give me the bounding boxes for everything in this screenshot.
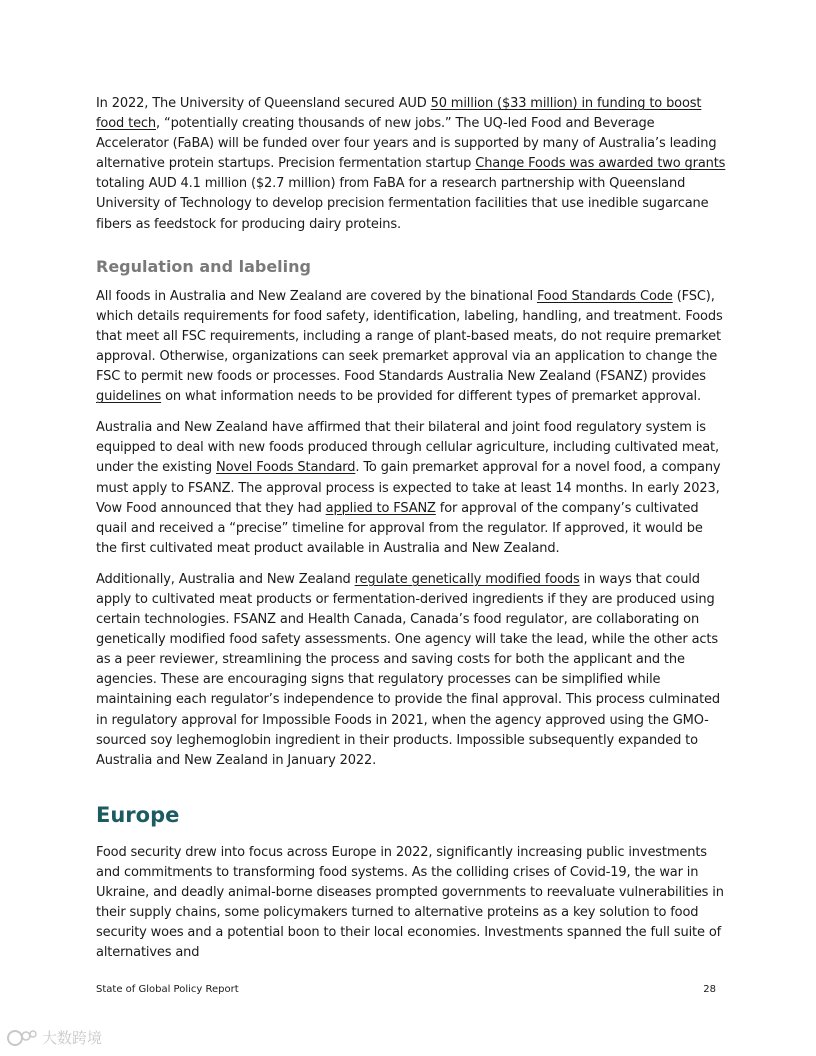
footer-report-title: State of Global Policy Report [96, 984, 239, 995]
text-run: (FSC), which details requirements for food safety, identification, labeling, handling, and treatment. Foods that meet all FSC requirements, including a range of plant-based meats, do not require premarket approval. Otherwise, organizations can seek premarket approval via an application to change the FSC to permit new foods or processes. Food Standards Australia New Zealand (FSANZ) provides [96, 288, 723, 385]
watermark [6, 1027, 102, 1048]
watermark-text: 大数跨境 [42, 1029, 103, 1047]
text-run: for approval of the company’s cultivated quail and received a “precise” timeline for approval from the regulator. If approved, it would be the first cultivated meat product available in Australia and New Zealand. [96, 500, 703, 556]
text-run: in ways that could apply to cultivated meat products or fermentation-derived ingredients if they are produced using certain technologies. FSANZ and Health Canada, Canada’s food regulator, are collaborating on genetically modified food safety assessments. One agency will take the lead, while the other acts as a peer reviewer, streamlining the process and saving costs for both the applicant and the agencies. These are encouraging signs that regulatory processes can be simplified while maintaining each regulator’s independence to provide the final approval. This process culminated in regulatory approval for Impossible Foods in 2021, when the agency approved using the GMO-sourced soy leghemoglobin ingredient in their products. Impossible subsequently expanded to Australia and New Zealand in January 2022. [96, 571, 721, 768]
footer-page-number: 28 [703, 984, 716, 995]
text-run: In 2022, The University of Queensland secured AUD [96, 96, 431, 111]
link-applied-to-fsanz[interactable]: applied to FSANZ [325, 500, 436, 516]
paragraph-uq-funding [96, 94, 726, 235]
text-run: Food security drew into focus across Europe in 2022, significantly increasing public investments and commitments to transforming food systems. As the colliding crises of Covid-19, the war in Ukraine, and deadly animal-borne diseases prompted governments to reevaluate vulnerabilities in their supply chains, some policymakers turned to alternative proteins as a key solution to food security woes and a potential boon to their local economies. Investments spanned the full suite of alternatives and [96, 844, 724, 961]
paragraph-novel-foods [96, 418, 726, 559]
link-guidelines[interactable]: guidelines [96, 389, 162, 405]
text-run: All foods in Australia and New Zealand are covered by the binational [96, 288, 537, 304]
text-run: on what information needs to be provided for different types of premarket approval. [161, 389, 701, 405]
heading-regulation-labeling: Regulation and labeling [96, 256, 311, 276]
text-run: , “potentially creating thousands of new jobs.” The UQ-led Food and Beverage Accelerator (FaBA) will be funded over four years and is supported by many of Australia’s leading alternative protein startups. Precision fermentation startup [96, 116, 717, 172]
link-uq-funding[interactable]: 50 million ($33 million) in funding to boost food tech [96, 96, 702, 132]
paragraph-food-standards-code [96, 287, 726, 408]
link-regulate-gm-foods[interactable]: regulate genetically modified foods [354, 571, 580, 587]
link-novel-foods-standard[interactable]: Novel Foods Standard [216, 460, 356, 476]
text-run: . To gain premarket approval for a novel food, a company must apply to FSANZ. The approval process is expected to take at least 14 months. In early 2023, Vow Food announced that they had [96, 460, 721, 516]
text-run: Australia and New Zealand have affirmed that their bilateral and joint food regulatory system is equipped to deal with new foods produced through cellular agriculture, including cultivated meat, under the existing [96, 420, 719, 476]
text-run: Additionally, Australia and New Zealand [96, 571, 355, 587]
text-run: totaling AUD 4.1 million ($2.7 million) from FaBA for a research partnership with Queensland University of Technology to develop precision fermentation facilities that use inedible sugarcane fibers as feedstock for producing dairy proteins. [96, 176, 709, 232]
watermark-logo-icon [6, 1028, 38, 1048]
paragraph-gm-foods [96, 570, 726, 771]
link-change-foods-grants[interactable]: Change Foods was awarded two grants [475, 156, 726, 172]
link-food-standards-code[interactable]: Food Standards Code [536, 288, 673, 304]
paragraph-europe-food-security [96, 843, 726, 964]
heading-europe: Europe [96, 802, 180, 827]
page-content [96, 94, 726, 974]
